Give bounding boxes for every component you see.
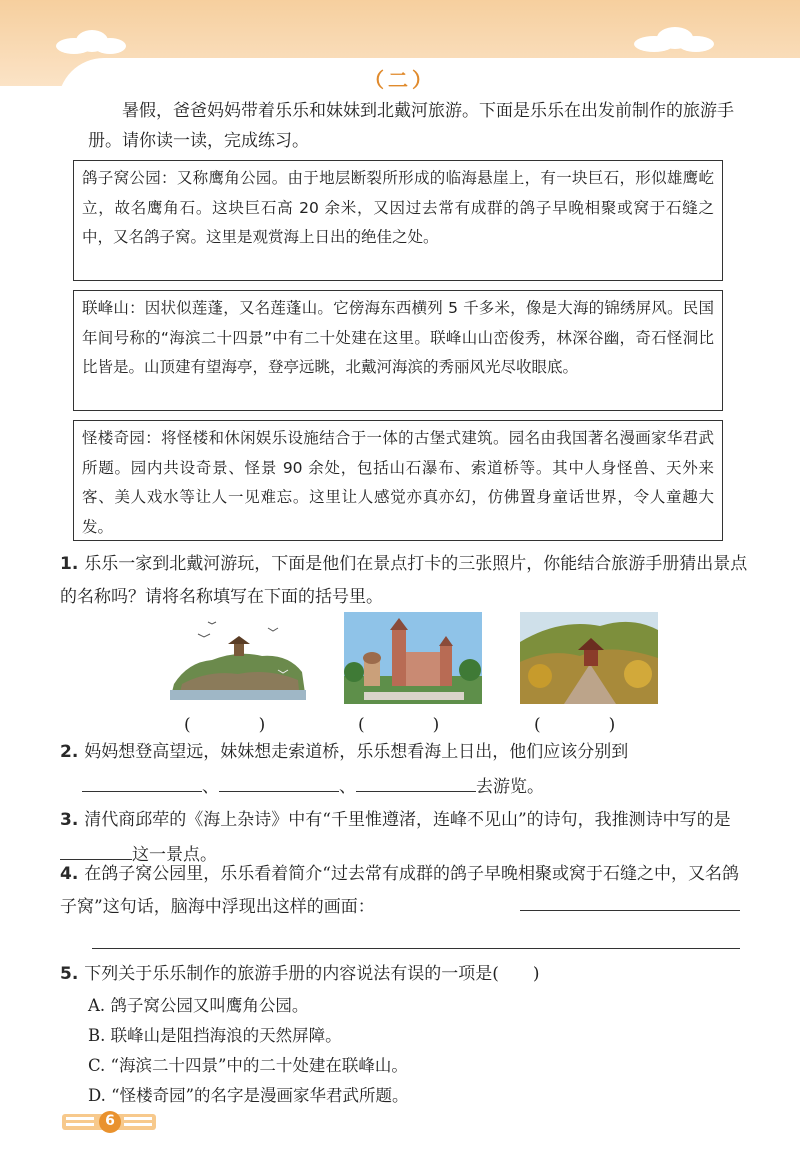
intro-paragraph: 暑假，爸爸妈妈带着乐乐和妹妹到北戴河旅游。下面是乐乐在出发前制作的旅游手册。请你读一读，完成练习。 — [88, 101, 734, 151]
q5-option-c[interactable]: C. “海滨二十四景”中的二十处建在联峰山。 — [88, 1056, 408, 1075]
q2-answer-blank[interactable] — [82, 769, 202, 792]
question-number: 5. — [60, 964, 79, 984]
q4-answer-line[interactable] — [92, 948, 740, 949]
question-5 — [60, 958, 750, 991]
handbook-entry-gezi-wo: 鸽子窝公园：又称鹰角公园。由于地层断裂所形成的临海悬崖上，有一块巨石，形似雄鹰屹立，故名鹰角石。这块巨石高 20 余米，又因过去常有成群的鸽子早晚相聚或窝于石缝之中，又名鸽子窝。这里是观赏海上日出的绝佳之处。 — [73, 160, 723, 281]
question-number: 4. — [60, 864, 79, 884]
q1-answer-bracket[interactable]: ( ) — [184, 715, 266, 735]
question-number: 2. — [60, 742, 79, 762]
handbook-entry-lianfeng-shan: 联峰山：因状似莲蓬，又名莲蓬山。它傍海东西横列 5 千多米，像是大海的锦绣屏风。民国年间号称的“海滨二十四景”中有二十处建在这里。联峰山山峦俊秀，林深谷幽，奇石怪洞比比皆是。山顶建有望海亭，登亭远眺，北戴河海滨的秀丽风光尽收眼底。 — [73, 290, 723, 411]
question-text: 清代商邱荦的《海上杂诗》中有“千里惟遵渚，连峰不见山”的诗句，我推测诗中写的是 — [84, 810, 731, 830]
question-text: 在鸽子窝公园里，乐乐看着简介“过去常有成群的鸽子早晚相聚或窝于石缝之中，又名鸽子窝”这句话，脑海中浮现出这样的画面： — [60, 864, 739, 917]
question-text: 妈妈想登高望远，妹妹想走索道桥，乐乐想看海上日出，他们应该分别到 — [84, 742, 629, 762]
photo-mountain-pavilion — [520, 612, 658, 704]
q4-answer-line[interactable] — [520, 910, 740, 911]
photo-castle — [344, 612, 482, 704]
question-text: 乐乐一家到北戴河游玩，下面是他们在景点打卡的三张照片，你能结合旅游手册猜出景点的名称吗？请将名称填写在下面的括号里。 — [60, 554, 748, 607]
q5-option-b[interactable]: B. 联峰山是阻挡海浪的天然屏障。 — [88, 1026, 342, 1045]
q5-option-d[interactable]: D. “怪楼奇园”的名字是漫画家华君武所题。 — [88, 1086, 409, 1105]
question-1 — [60, 548, 750, 614]
question-4 — [60, 858, 750, 924]
question-number: 3. — [60, 810, 79, 830]
q1-answer-bracket[interactable]: ( ) — [534, 715, 616, 735]
question-2 — [60, 736, 750, 804]
question-tail: 去游览。 — [476, 777, 544, 797]
q2-answer-blank[interactable] — [356, 769, 476, 792]
question-text: 下列关于乐乐制作的旅游手册的内容说法有误的一项是( ) — [84, 964, 540, 984]
cloud-decoration — [630, 24, 720, 54]
separator: 、 — [339, 777, 356, 797]
q5-option-a[interactable]: A. 鸽子窝公园又叫鹰角公园。 — [88, 996, 309, 1015]
photo-rock-with-gulls — [168, 614, 308, 700]
page-number: 6 — [105, 1113, 115, 1129]
q1-answer-bracket[interactable]: ( ) — [358, 715, 440, 735]
question-number: 1. — [60, 554, 79, 574]
section-title: （二） — [364, 68, 436, 92]
q3-answer-blank[interactable] — [60, 837, 132, 860]
cloud-decoration — [52, 26, 132, 56]
handbook-entry-guailou-qiyuan: 怪楼奇园：将怪楼和休闲娱乐设施结合于一体的古堡式建筑。园名由我国著名漫画家华君武所题。园内共设奇景、怪景 90 余处，包括山石瀑布、索道桥等。其中人身怪兽、天外来客、美人戏水等让人一见难忘。这里让人感觉亦真亦幻，仿佛置身童话世界，令人童趣大发。 — [73, 420, 723, 541]
q2-answer-blank[interactable] — [219, 769, 339, 792]
separator: 、 — [202, 777, 219, 797]
question-tail: 这一景点。 — [132, 845, 217, 865]
